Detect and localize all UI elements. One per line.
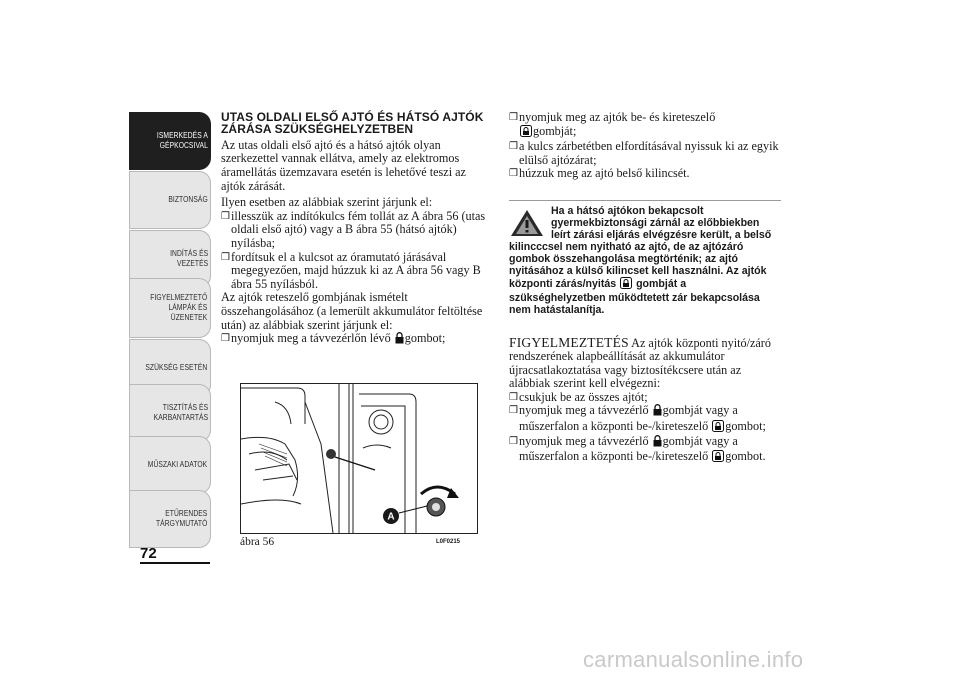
list-item — [509, 391, 781, 405]
warning-text: Ha a hátsó ajtókon bekapcsolt gyermekbiztonsági zárnál az előbbiekben leírt zárási eljárás elvégzésre került, a belső kilincccsel nem nyitható az ajtó, de az ajtózáró gombok összehangolása megtörténik; az ajtó nyitásához a külső kilincset kell használni. Az ajtók központi zárás/nyitás — [509, 205, 772, 291]
tab-biztonsag[interactable] — [129, 171, 211, 229]
checkbox-icon: ❒ — [509, 405, 518, 417]
note-block — [509, 336, 781, 466]
checkbox-icon: ❒ — [509, 436, 518, 448]
list-item — [509, 111, 785, 140]
padlock-icon — [395, 332, 404, 348]
tab-label: ETŰRENDES TÁRGYMUTATÓ — [156, 509, 208, 528]
list-item-text: a kulcs zárbetétben elfordításával nyissuk ki az egyik elülső ajtózárat; — [519, 139, 779, 167]
list-item-text-end: gombot. — [725, 449, 766, 464]
checkbox-icon: ❒ — [509, 141, 518, 153]
padlock-icon — [653, 435, 662, 450]
note-text: Az ajtók központi nyitó/záró rendszerének alapbeállítását az akkumulátor újracsatlakoztatása vagy biztosítékcsere után az alábbiak szerint kell elvégezni: — [509, 336, 771, 391]
lock-button-icon — [520, 125, 532, 141]
list-item-text-mid: gombját vagy a műszerfalon a központi be-/kireteszelő — [519, 403, 738, 433]
list-item — [509, 140, 785, 167]
list-item-text: nyomjuk meg a távvezérlő — [519, 403, 649, 418]
tab-label: ISMERKEDÉS A GÉPKOCSIVAL — [156, 131, 208, 150]
list-item — [221, 332, 493, 348]
tab-tisztitas[interactable] — [129, 384, 211, 442]
intro-paragraph: Az utas oldali első ajtó és a hátsó ajtók olyan szerkezettel vannak ellátva, amely az elektromos áramellátás üzemzavara esetén is lehetővé teszi az ajtók zárását. — [221, 137, 466, 193]
checkbox-icon: ❒ — [221, 251, 230, 263]
resync-paragraph: Az ajtók reteszelő gombjának ismételt összehangolásához (a lemerült akkumulátor feltöltése után) az alábbiak szerint járjunk el: — [221, 290, 483, 332]
list-item-text: nyomjuk meg a távvezérlő — [519, 434, 649, 449]
list-item-text: csukjuk be az összes ajtót; — [519, 389, 648, 404]
tab-muszaki[interactable] — [129, 436, 211, 494]
right-column — [509, 111, 785, 181]
list-item-text-mid: gombját vagy a műszerfalon a központi be-/kireteszelő — [519, 434, 738, 464]
list-item — [221, 210, 493, 251]
list-item — [509, 167, 785, 181]
warning-box — [509, 206, 781, 317]
section-heading: UTAS OLDALI ELSŐ AJTÓ ÉS HÁTSÓ AJTÓK ZÁRÁSA SZÜKSÉGHELYZETBEN — [221, 110, 484, 137]
lead-paragraph: Ilyen esetben az alábbiak szerint járjunk el: — [221, 195, 433, 210]
lock-button-icon — [620, 277, 632, 293]
page-number-rule — [140, 562, 210, 564]
lock-button-icon — [712, 420, 724, 435]
door-lock-illustration — [241, 384, 477, 533]
list-item-text-end: gombot; — [725, 418, 766, 433]
checkbox-icon: ❒ — [221, 210, 230, 222]
list-item — [221, 251, 493, 292]
figure-caption: ábra 56 — [240, 536, 275, 548]
padlock-icon — [653, 404, 662, 419]
warning-text-end: gombját a szükséghelyzetben működtetett zár bekapcsolása nem hatástalanítja. — [509, 278, 760, 317]
callout-a: A — [387, 511, 395, 523]
list-item — [509, 435, 781, 466]
warning-divider — [509, 200, 781, 201]
left-column — [221, 111, 493, 348]
list-item-text: fordítsuk el a kulcsot az óramutató járásával megegyezően, majd húzzuk ki az A ábra 56 vagy B ábra 55 nyílásból. — [231, 249, 481, 291]
lock-button-icon — [712, 450, 724, 465]
list-item-text: nyomjuk meg az ajtók be- és kireteszelő — [519, 110, 716, 124]
list-item-text: illesszük az indítókulcs fém tollát az A ábra 56 (utas oldali első ajtó) vagy a B ábra 55 (hátsó ajtók) nyílásba; — [231, 208, 486, 250]
list-item-text-end: gombját; — [533, 123, 577, 138]
figure-code: L0F0215 — [436, 539, 461, 545]
checkbox-icon: ❒ — [509, 112, 518, 123]
list-item-text: húzzuk meg az ajtó belső kilincsét. — [519, 166, 690, 181]
child-lock-warning-icon — [509, 208, 545, 238]
checkbox-icon: ❒ — [221, 333, 230, 345]
tab-label: BIZTONSÁG — [168, 195, 208, 204]
watermark: carmanualsonline.info — [583, 647, 804, 672]
page-number: 72 — [140, 545, 157, 562]
checkbox-icon: ❒ — [509, 168, 518, 180]
list-item-text-end: gombot; — [404, 331, 446, 346]
tab-figyelmezteto[interactable] — [129, 278, 211, 338]
note-label: FIGYELMEZTETÉS — [509, 335, 629, 350]
list-item-text: nyomjuk meg a távvezérlőn lévő — [231, 331, 391, 346]
tab-label: INDÍTÁS ÉS VEZETÉS — [169, 249, 208, 268]
checkbox-icon: ❒ — [509, 391, 518, 403]
tab-targymutato[interactable] — [129, 490, 211, 548]
tab-label: TISZTÍTÁS ÉS KARBANTARTÁS — [153, 403, 208, 422]
list-item — [509, 404, 781, 435]
door-lock-figure — [240, 383, 478, 534]
tab-ismerkedes[interactable] — [129, 112, 211, 170]
tab-label: FIGYELMEZTETŐ LÁMPÁK ÉS ÜZENETEK — [150, 293, 208, 322]
tab-label: MŰSZAKI ADATOK — [148, 460, 208, 469]
tab-label: SZÜKSÉG ESETÉN — [145, 363, 208, 372]
